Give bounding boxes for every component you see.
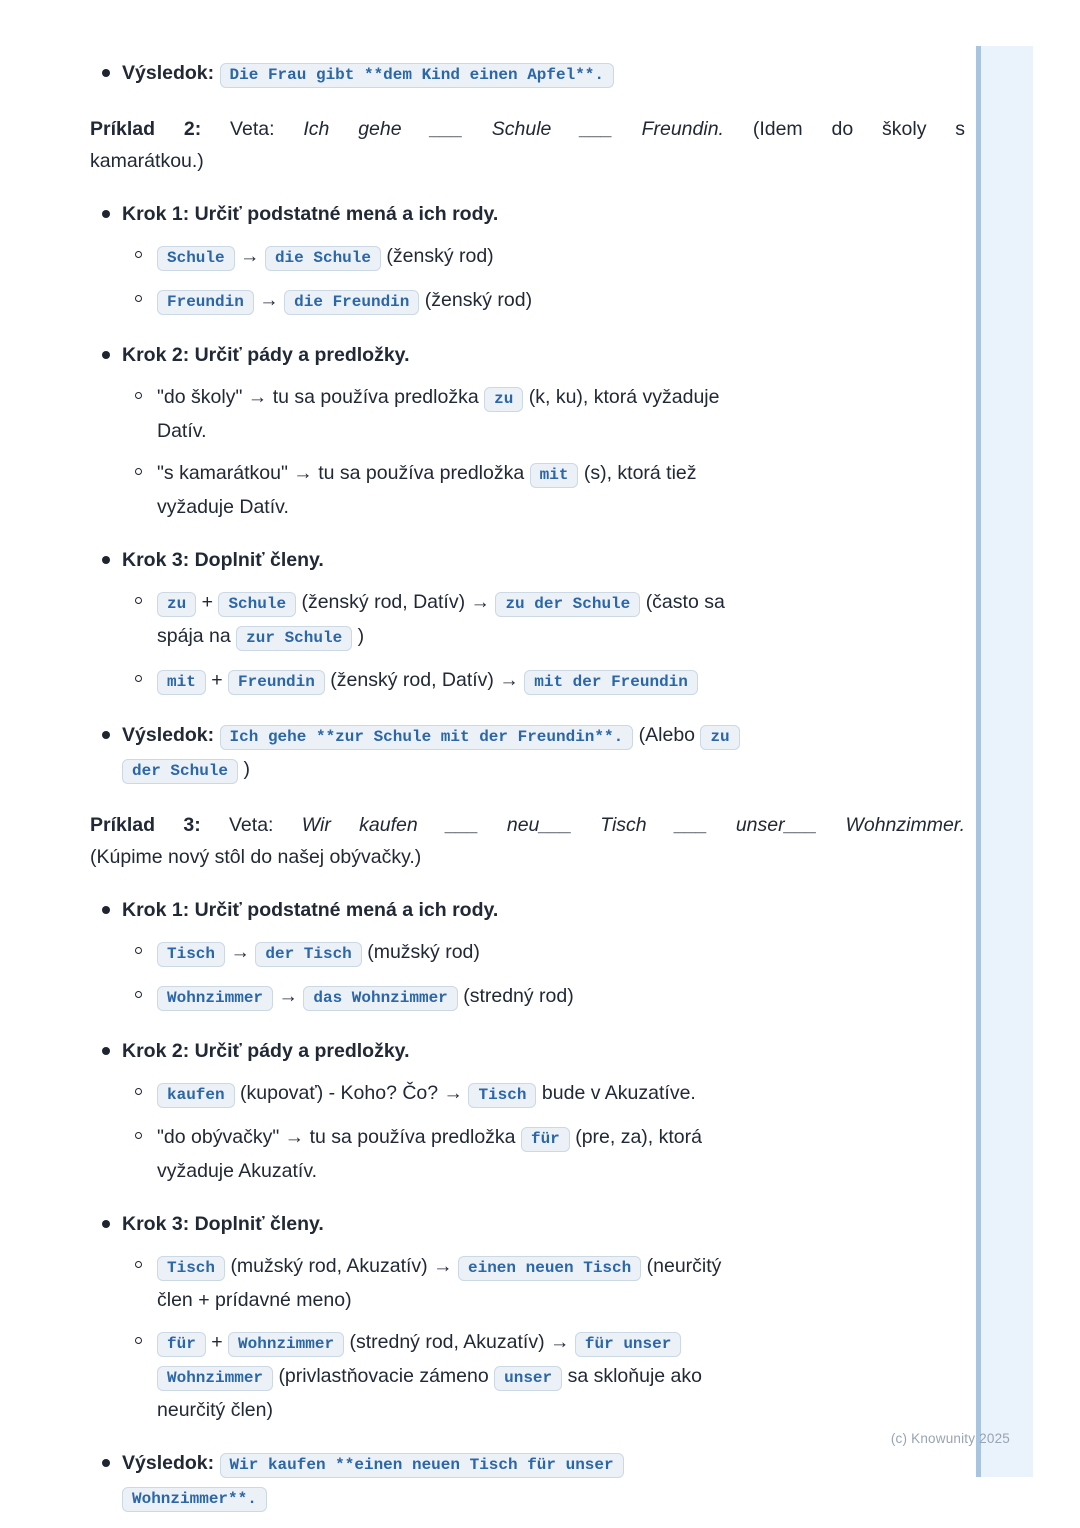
bullet-icon (102, 210, 110, 218)
text-segment: "do obývačky" → tu sa používa predložka (157, 1126, 516, 1148)
text-segment: (s), ktorá tiež (583, 462, 697, 484)
step-detail (90, 664, 965, 698)
bullet-icon (102, 556, 110, 564)
circle-bullet-icon (135, 295, 142, 302)
text-segment: (ženský rod) (386, 245, 494, 267)
page-edge-panel (981, 46, 1033, 1477)
text-segment: bude v Akuzatíve. (541, 1082, 696, 1104)
text-segment: (ženský rod, Datív) → (330, 669, 519, 691)
text-segment: neurčitý člen) (157, 1399, 273, 1421)
step-heading (90, 339, 965, 371)
text-line (157, 415, 965, 447)
text-segment: Krok 1: Určiť podstatné mená a ich rody. (122, 899, 499, 921)
text-segment: Výsledok: (122, 724, 215, 746)
example-3-paragraph (90, 809, 965, 873)
step-detail (90, 284, 965, 318)
text-segment: → (278, 985, 298, 1007)
text-segment: Veta: (229, 814, 274, 836)
text-line (157, 936, 965, 970)
text-line (157, 240, 965, 274)
text-segment: ) (243, 758, 250, 780)
text-line (122, 1035, 965, 1067)
text-line (157, 620, 965, 654)
text-line (122, 1208, 965, 1240)
code-chip: einen neuen Tisch (458, 1256, 641, 1281)
code-chip: Tisch (157, 1256, 225, 1281)
code-chip: Schule (157, 246, 235, 271)
code-chip: für unser (575, 1332, 681, 1357)
bullet-icon (102, 351, 110, 359)
text-segment: → (240, 245, 260, 267)
code-chip: Tisch (468, 1083, 536, 1108)
text-line (122, 198, 965, 230)
code-chip: Freundin (157, 290, 254, 315)
result-item (90, 57, 965, 91)
code-chip: Wohnzimmer (228, 1332, 344, 1357)
code-chip: der Schule (122, 759, 238, 784)
step-detail (90, 936, 965, 970)
text-segment: ) (357, 625, 365, 647)
copyright-notice: (c) Knowunity 2025 (890, 1431, 1010, 1446)
text-line (90, 841, 965, 873)
result-item (90, 719, 965, 787)
text-line (90, 809, 965, 841)
text-line (157, 1284, 965, 1316)
text-segment: (privlastňovacie zámeno (278, 1365, 489, 1387)
text-segment: Krok 3: Doplniť členy. (122, 1213, 324, 1235)
code-chip: zu (484, 387, 523, 412)
text-segment: Krok 1: Určiť podstatné mená a ich rody. (122, 203, 499, 225)
text-segment: Wir kaufen ___ neu___ Tisch ___ unser___ Wohnzimmer. (301, 814, 965, 836)
text-segment: (pre, za), ktorá (575, 1126, 702, 1148)
result-item (90, 1447, 965, 1515)
text-segment: (k, ku), ktorá vyžaduje (528, 386, 720, 408)
bullet-icon (102, 69, 110, 77)
text-line (90, 113, 965, 145)
text-segment: Krok 3: Doplniť členy. (122, 549, 324, 571)
bullet-icon (102, 1459, 110, 1467)
text-line (157, 1326, 965, 1360)
circle-bullet-icon (135, 947, 142, 954)
code-chip: Tisch (157, 942, 225, 967)
text-line (157, 284, 965, 318)
code-chip: zur Schule (236, 626, 352, 651)
text-segment: Datív. (157, 420, 207, 442)
text-segment: kamarátkou.) (90, 150, 204, 172)
text-segment: (mužský rod, Akuzatív) → (230, 1255, 453, 1277)
text-segment: Krok 2: Určiť pády a predložky. (122, 344, 410, 366)
text-segment: + (211, 669, 223, 691)
code-chip: Wohnzimmer (157, 1366, 273, 1391)
code-chip: für (521, 1127, 570, 1152)
text-segment: (Idem do školy s (752, 118, 966, 140)
text-segment: Veta: (230, 118, 275, 140)
text-line (157, 980, 965, 1014)
bullet-icon (102, 1047, 110, 1055)
text-segment: Príklad 3: (90, 814, 201, 836)
text-segment: (kupovať) - Koho? Čo? → (240, 1082, 464, 1104)
circle-bullet-icon (135, 597, 142, 604)
circle-bullet-icon (135, 392, 142, 399)
circle-bullet-icon (135, 991, 142, 998)
code-chip: der Tisch (255, 942, 361, 967)
text-line (122, 1447, 965, 1481)
code-chip: unser (494, 1366, 562, 1391)
text-line (157, 1394, 965, 1426)
circle-bullet-icon (135, 468, 142, 475)
step-detail (90, 586, 965, 654)
code-chip: zu (700, 725, 739, 750)
text-segment: člen + prídavné meno) (157, 1289, 352, 1311)
circle-bullet-icon (135, 1132, 142, 1139)
step-detail (90, 457, 965, 523)
text-segment: → (230, 941, 250, 963)
code-chip: für (157, 1332, 206, 1357)
example-2-paragraph (90, 113, 965, 177)
text-line (122, 544, 965, 576)
code-chip: Freundin (228, 670, 325, 695)
text-line (122, 753, 965, 787)
step-detail (90, 980, 965, 1014)
text-line (157, 1250, 965, 1284)
text-segment: vyžaduje Akuzatív. (157, 1160, 318, 1182)
step-detail (90, 381, 965, 447)
code-chip: mit der Freundin (524, 670, 698, 695)
text-line (122, 1481, 965, 1515)
code-chip: die Schule (265, 246, 381, 271)
code-chip: mit (530, 463, 579, 488)
code-chip: Schule (218, 592, 296, 617)
code-chip: das Wohnzimmer (303, 986, 457, 1011)
code-chip: Ich gehe **zur Schule mit der Freundin**. (220, 725, 634, 750)
step-heading (90, 894, 965, 926)
code-chip: zu (157, 592, 196, 617)
step-detail (90, 1077, 965, 1111)
text-line (157, 1077, 965, 1111)
text-segment: (stredný rod, Akuzatív) → (349, 1331, 570, 1353)
step-heading (90, 198, 965, 230)
text-segment: (Alebo (638, 724, 696, 746)
code-chip: kaufen (157, 1083, 235, 1108)
page-edge-line (976, 46, 981, 1477)
circle-bullet-icon (135, 251, 142, 258)
text-segment: (ženský rod, Datív) → (301, 591, 491, 613)
text-segment: Výsledok: (122, 62, 215, 84)
text-line (122, 719, 965, 753)
text-line (157, 1121, 965, 1155)
text-segment: (často sa (645, 591, 725, 613)
text-segment: (mužský rod) (367, 941, 480, 963)
code-chip: die Freundin (284, 290, 419, 315)
text-segment: Výsledok: (122, 1452, 215, 1474)
text-segment: "do školy" → tu sa používa predložka (157, 386, 479, 408)
circle-bullet-icon (135, 1337, 142, 1344)
text-segment: + (211, 1331, 223, 1353)
text-line (157, 381, 965, 415)
code-chip: Die Frau gibt **dem Kind einen Apfel**. (220, 63, 614, 88)
text-line (90, 145, 965, 177)
code-chip: zu der Schule (495, 592, 640, 617)
bullet-icon (102, 731, 110, 739)
text-line (157, 586, 965, 620)
text-line (122, 57, 965, 91)
text-line (157, 457, 965, 491)
text-segment: (stredný rod) (463, 985, 574, 1007)
text-segment: Príklad 2: (90, 118, 202, 140)
text-segment: sa skloňuje ako (567, 1365, 702, 1387)
circle-bullet-icon (135, 1088, 142, 1095)
circle-bullet-icon (135, 675, 142, 682)
step-detail (90, 1121, 965, 1187)
text-segment: Krok 2: Určiť pády a predložky. (122, 1040, 410, 1062)
step-heading (90, 1035, 965, 1067)
code-chip: Wohnzimmer (157, 986, 273, 1011)
text-line (157, 1360, 965, 1394)
step-detail (90, 1326, 965, 1426)
text-segment: + (201, 591, 214, 613)
text-segment: (neurčitý (646, 1255, 722, 1277)
text-line (122, 339, 965, 371)
code-chip: mit (157, 670, 206, 695)
text-segment: spája na (157, 625, 231, 647)
step-detail (90, 1250, 965, 1316)
text-segment: vyžaduje Datív. (157, 496, 289, 518)
text-segment: "s kamarátkou" → tu sa používa predložka (157, 462, 525, 484)
code-chip: Wohnzimmer**. (122, 1487, 267, 1512)
text-line (157, 1155, 965, 1187)
text-segment: Ich gehe ___ Schule ___ Freundin. (303, 118, 724, 140)
code-chip: Wir kaufen **einen neuen Tisch für unser (220, 1453, 624, 1478)
bullet-icon (102, 906, 110, 914)
text-segment: (ženský rod) (424, 289, 533, 311)
text-line (157, 664, 965, 698)
text-line (157, 491, 965, 523)
circle-bullet-icon (135, 1261, 142, 1268)
text-segment: → (259, 289, 279, 311)
bullet-icon (102, 1220, 110, 1228)
text-line (122, 894, 965, 926)
step-detail (90, 240, 965, 274)
step-heading (90, 544, 965, 576)
step-heading (90, 1208, 965, 1240)
text-segment: (Kúpime nový stôl do našej obývačky.) (90, 846, 422, 868)
